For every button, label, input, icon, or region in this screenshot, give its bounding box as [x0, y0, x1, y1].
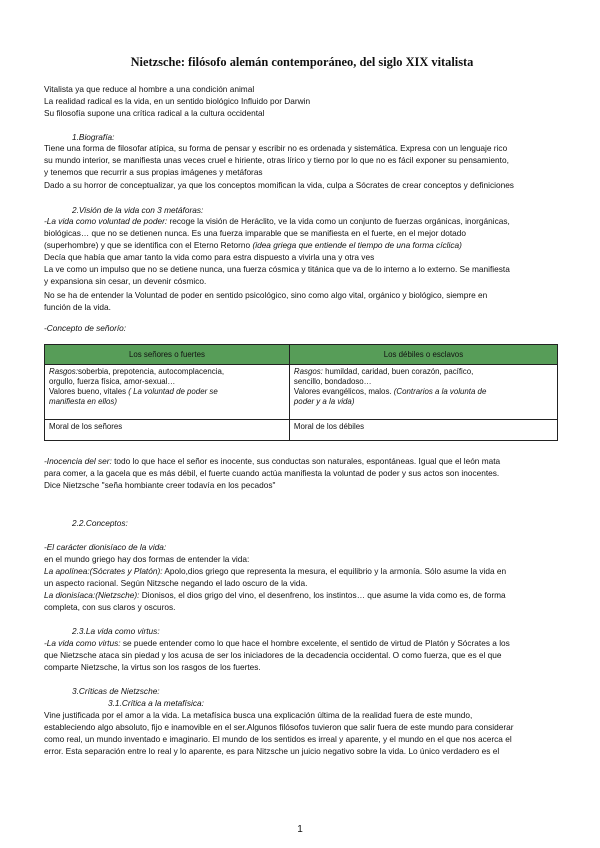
paragraph-line: estableciendo algo absoluto, fijo e inamovible en el ser.Algunos filósofos tuvieron que salir fuera de este mundo para considerar: [44, 722, 514, 732]
text-run: humildad, caridad, buen corazón, pacífico,: [322, 367, 474, 376]
text-run: Valores evangélicos, malos.: [293, 387, 394, 396]
table-header-cell: Los débiles o esclavos: [289, 345, 557, 365]
text-run: (idea griega que entiende el tiempo de una forma cíclica): [252, 240, 462, 250]
paragraph-line: Decía que había que amar tanto la vida como para estra dispuesto a vivirla una y otra ves: [44, 252, 375, 262]
paragraph-line: en el mundo griego hay dos formas de entender la vida:: [44, 554, 250, 564]
intro-line: Vitalista ya que reduce al hombre a una condición animal: [44, 84, 255, 94]
text-run: todo lo que hace el señor es inocente, sus conductas son naturales, espontáneas. Igual que el león mata: [111, 456, 501, 466]
paragraph-line: biológicas… que no se detienen nunca. Es una fuerza imparable que se manifiesta en el fuerte, en el mejor dotado: [44, 228, 467, 238]
section-heading-criticas: 3.Críticas de Nietzsche:: [72, 686, 160, 696]
paragraph-line: función de la vida.: [44, 302, 111, 312]
text-run: recoge la visión de Heráclito, ve la vida como un conjunto de fuerzas orgánicas, inorgánicas,: [167, 216, 510, 226]
text-run: sencillo, bondadoso…: [293, 377, 372, 386]
paragraph-line: para comer, a la gacela que es más débil, el fuerte cuando actúa manifiesta la voluntad de poder y sus actos son inocentes.: [44, 468, 500, 478]
lordship-table: [44, 344, 558, 441]
paragraph-line: [44, 638, 510, 649]
term-label: -La vida como virtus:: [44, 638, 121, 648]
subsection-heading-metafisica: 3.1.Crítica a la metafísica:: [108, 698, 204, 708]
concept-heading: -Concepto de señorío:: [44, 323, 127, 333]
table-row: [45, 365, 558, 420]
text-run: manifiesta en ellos): [49, 397, 117, 406]
term-label: La dionisíaca:(Nietzsche):: [44, 590, 140, 600]
table-cell: [45, 365, 290, 420]
table-header-cell: Los señores o fuertes: [45, 345, 290, 365]
text-run: se puede entender como lo que hace el hombre excelente, el sentido de virtud de Platón y Sócrates a los: [120, 638, 510, 648]
term-label: Rasgos:: [49, 367, 78, 376]
paragraph-line: como real, un mundo inventado e imaginario. El mundo de los sentidos es irreal y aparente, y el mundo en el que nos acerca el: [44, 734, 512, 744]
section-heading-virtus: 2.3.La vida como virtus:: [72, 626, 160, 636]
paragraph-line: comparte Nietzsche, la virtus son los rasgos de los fuertes.: [44, 662, 261, 672]
paragraph-line: Dice Nietzsche "seña hombiante creer todavía en los pecados": [44, 480, 276, 490]
text-run: soberbia, prepotencia, autocomplacencia,: [77, 367, 225, 376]
term-label: Rasgos:: [293, 367, 323, 376]
table-cell: Moral de los señores: [45, 420, 290, 441]
table-cell: [289, 365, 557, 420]
text-run: (Contrarios a la volunta de: [393, 387, 487, 396]
paragraph-line: [44, 456, 500, 467]
paragraph-line: un aspecto racional. Según Nitzsche negando el lado oscuro de la vida.: [44, 578, 308, 588]
paragraph-line: No se ha de entender la Voluntad de poder en sentido psicológico, sino como algo vital, orgánico y biológico, siempre en: [44, 290, 488, 300]
paragraph-line: completa, con sus claros y oscuros.: [44, 602, 176, 612]
text-run: orgullo, fuerza física, amor-sexual…: [49, 377, 176, 386]
paragraph-line: y expansiona sin cesar, un devenir cósmico.: [44, 276, 207, 286]
table-cell: Moral de los débiles: [289, 420, 557, 441]
page-number: 1: [297, 824, 303, 835]
paragraph-line: Vine justificada por el amor a la vida. La metafísica busca una explicación última de la realidad fuera de este mundo,: [44, 710, 473, 720]
section-heading-vision: 2.Visión de la vida con 3 metáforas:: [72, 205, 204, 215]
text-run: Valores bueno, vitales: [49, 387, 129, 396]
term-label: La apolínea:(Sócrates y Platón):: [44, 566, 163, 576]
table-header-row: [45, 345, 558, 365]
text-run: Apolo,dios griego que representa la mesura, el equilibrio y la armonía. Sólo asume la vida en: [162, 566, 507, 576]
paragraph-line: que Nietzsche ataca sin piedad y los acusa de ser los iniciadores de la decadencia occidental. O como fuerza, que es el que: [44, 650, 502, 660]
intro-line: La realidad radical es la vida, en un sentido biológico Influido por Darwin: [44, 96, 311, 106]
term-label: -Inocencia del ser:: [44, 456, 112, 466]
document-title: Nietzsche: filósofo alemán contemporáneo, del siglo XIX vitalista: [130, 55, 474, 69]
paragraph-line: Tiene una forma de filosofar atípica, su forma de pensar y escribir no es ordenada y sistemática. Expresa con un lenguaje rico: [44, 143, 508, 153]
paragraph-line: [44, 240, 462, 251]
section-heading-biografia: 1.Biografía:: [72, 132, 115, 142]
paragraph-line: La ve como un impulso que no se detiene nunca, una fuerza cósmica y titánica que va de lo interno a lo externo. Se manifiesta: [44, 264, 510, 274]
intro-line: Su filosofía supone una crítica radical a la cultura occidental: [44, 108, 265, 118]
text-run: (superhombre) y que se identifica con el Eterno Retorno: [44, 240, 253, 250]
paragraph-line: [44, 566, 506, 577]
section-heading-conceptos: 2.2.Conceptos:: [72, 518, 128, 528]
paragraph-line: su mundo interior, se manifiesta unas veces cruel e hiriente, otras lírico y tierno por lo que no es fácil exponer su pensamiento,: [44, 155, 509, 165]
paragraph-line: [44, 590, 506, 601]
table-row: [45, 420, 558, 441]
term-label: -La vida como voluntad de poder:: [44, 216, 168, 226]
text-run: Dionisos, el dios grigo del vino, el desenfreno, los instintos… que asume la vida como es, de forma: [139, 590, 506, 600]
paragraph-line: error. Esta separación entre lo real y lo aparente, es para Nitzsche un juicio negativo sobre la vida. Lo único verdadero es el: [44, 746, 500, 756]
paragraph-line: y tenemos que recurrir a sus propias imágenes y metáforas: [44, 167, 263, 177]
text-run: ( La voluntad de poder se: [128, 387, 218, 396]
paragraph-line: [44, 216, 510, 227]
text-run: poder y a la vida): [293, 397, 355, 406]
term-label: -El carácter dionisíaco de la vida:: [44, 542, 167, 552]
paragraph-line: Dado a su horror de conceptualizar, ya que los conceptos momifican la vida, culpa a Sócrates de crear conceptos y definiciones: [44, 180, 514, 190]
